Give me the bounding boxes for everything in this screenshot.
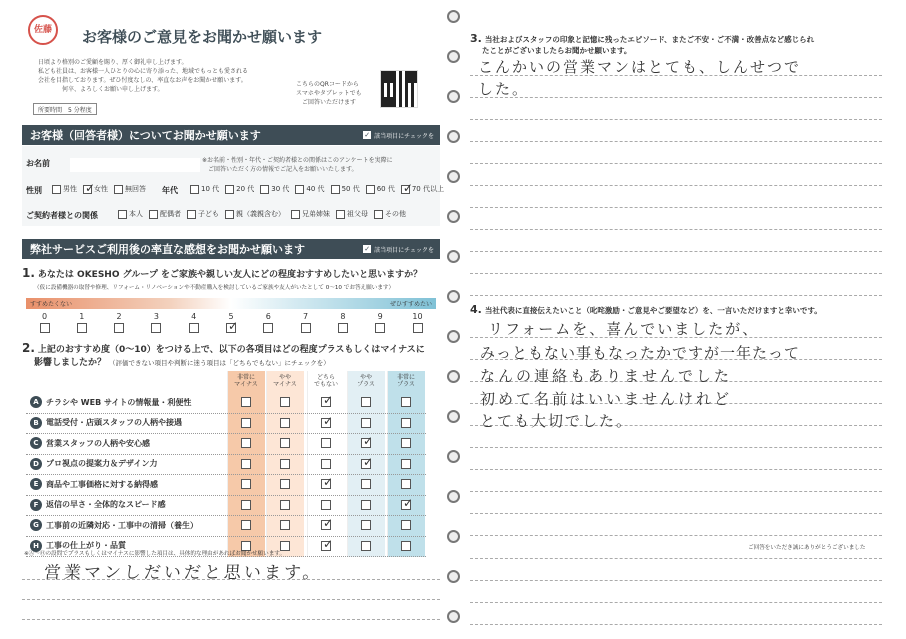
rating-row — [30, 417, 182, 429]
q1-note: （仮に設備機器の取替や修理、リフォーム・リノベーションや不動産購入を検討しているご家族や友人がいたとして 0～10 でお答え願います） — [34, 285, 395, 291]
checkbox-checked[interactable] — [321, 536, 334, 551]
checkbox[interactable] — [280, 479, 290, 489]
qr-line: こちらのQRコードから — [296, 81, 359, 88]
qr-line: スマホやタブレットでも — [296, 90, 362, 97]
checkbox[interactable] — [401, 520, 411, 530]
checkbox[interactable] — [413, 323, 423, 333]
q1-number: 1. — [22, 266, 35, 280]
age-option[interactable]: ✓ 70 代以上 — [402, 180, 444, 195]
checkbox[interactable] — [241, 500, 251, 510]
checkbox-checked[interactable] — [361, 434, 374, 448]
checkbox[interactable] — [361, 541, 371, 551]
answer-line — [470, 119, 882, 120]
note-line: ご回答いただく方の情報でご記入をお願いいたします。 — [208, 166, 358, 173]
rating-row — [30, 499, 166, 511]
scale-option[interactable] — [399, 312, 436, 333]
check-hint — [363, 245, 440, 254]
q4-handwritten-line[interactable]: リフォームを、喜んでいましたが、 — [488, 320, 760, 338]
age-label: 年代 — [162, 186, 178, 195]
check-mark: ✓ — [85, 180, 96, 195]
scale-option[interactable] — [213, 312, 250, 333]
answer-line — [470, 558, 882, 559]
checkbox[interactable] — [361, 500, 371, 510]
scale-number: 5 — [228, 312, 234, 321]
checkbox[interactable] — [225, 210, 234, 219]
row-key-badge: D — [30, 458, 42, 470]
checkbox-icon: ✓ — [364, 131, 371, 139]
checkbox[interactable] — [295, 185, 304, 194]
checkbox-icon: ✓ — [364, 245, 371, 253]
row-label: プロ視点の提案力＆デザイン力 — [46, 459, 158, 468]
checkbox[interactable] — [190, 185, 199, 194]
q3-handwritten-line[interactable]: こんかいの営業マンはとても、しんせつで — [478, 58, 802, 76]
q2-title — [22, 341, 425, 355]
intro-line: 私ども社員は、お客様一人ひとりの心に寄り添った、地域でもっとも愛される — [38, 68, 249, 75]
checkbox[interactable] — [401, 459, 411, 469]
checkbox[interactable] — [291, 210, 300, 219]
answer-line — [470, 491, 882, 492]
q4-handwritten-line[interactable]: みっともない事もなったかですが一年たって — [480, 344, 801, 362]
age-option[interactable]: 60 代 — [366, 184, 395, 194]
answer-line — [470, 273, 882, 274]
relation-option[interactable]: その他 — [374, 209, 406, 219]
q4-handwritten-line[interactable]: とても大切でした。 — [480, 412, 634, 430]
row-key-badge: E — [30, 478, 42, 490]
q2-footnote: ※Ⓐ～Ⓗの設問でプラスもしくはマイナスに影響した項目は、具体的な理由があればお聞かせ願います。 — [24, 551, 286, 557]
checkbox[interactable] — [280, 418, 290, 428]
checkbox-checked[interactable] — [401, 495, 414, 510]
answer-line — [470, 229, 882, 230]
intro-line: 会社を目指しております。ぜひ忖度なしの、率直なお声をお聞かせ願います。 — [38, 77, 247, 84]
answer-line — [22, 599, 440, 600]
rating-row — [30, 519, 198, 531]
row-label: チラシや WEB サイトの情報量・利便性 — [46, 397, 192, 407]
answer-line — [470, 513, 882, 514]
rating-row — [30, 396, 191, 408]
q3-text: 当社およびスタッフの印象と記憶に残ったエピソード、またご不安・ご不満・改善点など感じられ — [484, 35, 815, 44]
name-note — [202, 156, 393, 174]
row-divider — [26, 536, 426, 537]
row-key-badge: F — [30, 499, 42, 511]
checkbox[interactable] — [280, 459, 290, 469]
checkbox[interactable] — [374, 210, 383, 219]
answer-line — [22, 619, 440, 620]
q4-title — [470, 303, 822, 316]
checkbox[interactable] — [187, 210, 196, 219]
checkbox[interactable] — [151, 323, 161, 333]
q2-note: （評価できない項目や判断に迷う項目は「どちらでもない」にチェックを） — [109, 359, 330, 367]
row-key-badge: G — [30, 519, 42, 531]
checkbox[interactable] — [361, 479, 371, 489]
answer-line — [470, 580, 882, 581]
checkbox[interactable] — [361, 520, 371, 530]
q4-number: 4. — [470, 303, 482, 316]
row-key-badge: H — [30, 540, 42, 552]
age-option[interactable]: 20 代 — [225, 184, 254, 194]
answer-line — [470, 602, 882, 603]
scale-number: 7 — [303, 312, 309, 321]
answer-line — [470, 447, 882, 448]
hint-text: 該当項目にチェックを — [374, 246, 434, 254]
scale-number: 1 — [79, 312, 85, 321]
column-header: どちら でもない — [313, 374, 338, 388]
intro-line: 何卒、よろしくお願い申し上げます。 — [62, 86, 164, 93]
relation-option[interactable]: 親（義親含む） — [225, 209, 285, 219]
relation-option[interactable]: 兄弟姉妹 — [291, 209, 330, 219]
scale-number: 3 — [153, 312, 159, 321]
answer-line — [470, 535, 882, 536]
checkbox[interactable] — [366, 185, 375, 194]
q2-text2: 影響しましたか？ — [34, 358, 107, 368]
scale-option[interactable] — [362, 312, 399, 333]
answer-line — [470, 97, 882, 98]
q3-title — [470, 33, 814, 56]
column-header: 非常に プラス — [396, 374, 415, 388]
row-key-badge: C — [30, 437, 42, 449]
scale-option[interactable] — [26, 312, 63, 333]
q2-handwritten-answer[interactable]: 営業マンしだいだと思います。 — [43, 563, 324, 583]
relation-option[interactable]: 子ども — [187, 209, 219, 219]
check-mark: ✓ — [323, 413, 334, 428]
row-divider — [26, 413, 426, 414]
q2-number: 2. — [22, 341, 35, 355]
check-hint — [363, 131, 440, 140]
checkbox[interactable] — [149, 210, 158, 219]
checkbox[interactable] — [241, 397, 251, 407]
gender-option[interactable]: ✓ 女性 — [85, 180, 108, 195]
qr-text — [296, 80, 362, 107]
column-header: やや マイナス — [273, 374, 297, 388]
column-header: 非常に マイナス — [234, 374, 258, 388]
answer-line — [470, 295, 882, 296]
name-field[interactable] — [70, 158, 200, 172]
intro-line: 日頃より格別のご愛顧を賜り、厚く御礼申し上げます。 — [38, 59, 188, 66]
q4-handwritten-line[interactable]: なんの連絡もありませんでした — [480, 367, 733, 385]
row-label: 営業スタッフの人柄や安心感 — [46, 438, 150, 448]
checkbox[interactable] — [280, 438, 290, 448]
relation-option[interactable]: 配偶者 — [149, 209, 181, 219]
relation-label: ご契約者様との関係 — [26, 211, 98, 220]
scale-number: 2 — [116, 312, 122, 321]
qr-code-icon[interactable] — [380, 70, 418, 108]
row-divider — [26, 474, 426, 475]
checkbox[interactable] — [241, 520, 251, 530]
checkbox[interactable] — [263, 323, 273, 333]
checkbox[interactable] — [401, 541, 411, 551]
scale-number: 0 — [41, 312, 48, 321]
q1-text: あなたは OKESHO グループ をご家族や親しい友人にどの程度おすすめしたいと思いますか？ — [37, 270, 423, 280]
answer-line — [470, 207, 882, 208]
scale-number: 9 — [377, 312, 383, 321]
checkbox[interactable] — [280, 520, 290, 530]
check-mark: ✓ — [228, 319, 239, 333]
q3-text2: たことがございましたらお聞かせ願います。 — [482, 46, 632, 55]
check-mark: ✓ — [363, 434, 374, 448]
row-label: 工事前の近隣対応・工事中の清掃（養生） — [46, 520, 198, 530]
checkbox[interactable] — [301, 323, 311, 333]
answer-line — [470, 185, 882, 186]
scale-option[interactable] — [101, 312, 138, 333]
rating-row — [30, 478, 158, 490]
checkbox[interactable] — [375, 323, 385, 333]
answer-line — [470, 163, 882, 164]
check-mark: ✓ — [323, 475, 334, 489]
page-title: お客様のご意見をお聞かせ願います — [82, 28, 323, 46]
q4-text: 当社代表に直接伝えたいこと（叱咤激励・ご意見やご要望など）を、一言いただけますと幸いです。 — [484, 306, 822, 315]
row-label: 商品や工事価格に対する納得感 — [46, 479, 158, 489]
row-key-badge: B — [30, 417, 42, 429]
checkbox[interactable] — [241, 479, 251, 489]
thanks-text: ご回答をいただき誠にありがとうございました — [748, 545, 866, 551]
section2-title: 弊社サービスご利用後の率直な感想をお聞かせ願います — [30, 243, 305, 256]
time-box — [33, 103, 97, 115]
q1-title — [22, 266, 422, 280]
section1-title: お客様（回答者様）についてお聞かせ願います — [30, 129, 261, 142]
check-mark: ✓ — [402, 180, 413, 195]
row-label: 電話受付・店頭スタッフの人柄や接遇 — [46, 418, 182, 427]
gender-option[interactable]: 無回答 — [114, 184, 146, 194]
scale-high-label: ぜひすすめたい — [389, 301, 432, 308]
qr-line: ご回答いただけます — [302, 99, 357, 106]
intro-text — [38, 58, 298, 94]
checkbox[interactable] — [52, 185, 61, 194]
relation-options — [118, 209, 412, 219]
checkbox-checked[interactable] — [321, 475, 334, 489]
answer-line — [470, 469, 882, 470]
name-label: お名前 — [26, 159, 50, 168]
age-option[interactable]: 30 代 — [260, 184, 289, 194]
q3-number: 3. — [470, 32, 482, 45]
checkbox-checked[interactable] — [321, 516, 334, 530]
section2-header — [22, 239, 440, 259]
checkbox[interactable] — [114, 323, 124, 333]
note-line: ※お名前・性別・年代・ご契約者様との関係はこのアンケートを実際に — [202, 157, 393, 164]
time-label: 所要時間 — [38, 106, 63, 114]
checkbox[interactable] — [321, 459, 331, 469]
checkbox[interactable] — [118, 210, 127, 219]
checkbox[interactable] — [40, 323, 50, 333]
checkbox[interactable] — [321, 500, 331, 510]
checkbox-checked[interactable] — [83, 180, 96, 195]
scale-low-label: すすめたくない — [30, 301, 73, 308]
checkbox-checked[interactable] — [321, 393, 334, 407]
scale-option[interactable] — [138, 312, 175, 333]
check-mark: ✓ — [323, 393, 334, 407]
check-mark: ✓ — [363, 454, 374, 469]
column-header: やや プラス — [357, 374, 375, 388]
scale-option[interactable] — [63, 312, 100, 333]
checkbox[interactable] — [331, 185, 340, 194]
age-option[interactable]: 10 代 — [190, 184, 219, 194]
row-key-badge: A — [30, 396, 42, 408]
age-options — [190, 180, 450, 195]
scale-option[interactable] — [287, 312, 324, 333]
checkbox-checked[interactable] — [321, 413, 334, 428]
answer-line — [470, 141, 882, 142]
relation-option[interactable]: 本人 — [118, 209, 143, 219]
scale-number: 10 — [412, 312, 423, 321]
checkbox[interactable] — [241, 459, 251, 469]
checkbox[interactable] — [401, 479, 411, 489]
checkbox-checked[interactable] — [361, 454, 374, 469]
checkbox[interactable] — [225, 185, 234, 194]
age-option[interactable]: 50 代 — [331, 184, 360, 194]
answer-line — [470, 624, 882, 625]
q2-text: 上記のおすすめ度（0～10）をつける上で、以下の各項目はどの程度プラスもしくはマイナスに — [37, 345, 425, 355]
relation-option[interactable]: 祖父母 — [336, 209, 368, 219]
checkbox[interactable] — [361, 418, 371, 428]
checkbox[interactable] — [241, 418, 251, 428]
scale-number: 4 — [191, 312, 197, 321]
gender-options — [52, 180, 152, 195]
company-stamp: 佐藤 — [28, 15, 58, 45]
scale-option[interactable] — [175, 312, 212, 333]
gender-label: 性別 — [26, 186, 42, 195]
checkbox[interactable] — [338, 323, 348, 333]
checkbox[interactable] — [361, 397, 371, 407]
row-divider — [26, 495, 426, 496]
rating-row — [30, 437, 150, 449]
rating-row — [30, 458, 157, 470]
scale-option[interactable] — [250, 312, 287, 333]
checkbox[interactable] — [280, 397, 290, 407]
row-divider — [26, 515, 426, 516]
section1-header — [22, 125, 440, 145]
checkbox-checked[interactable] — [226, 319, 239, 333]
row-label: 返信の早さ・全体的なスピード感 — [46, 500, 166, 509]
check-mark: ✓ — [323, 536, 334, 551]
age-option[interactable]: 40 代 — [295, 184, 324, 194]
check-mark: ✓ — [323, 516, 334, 530]
answer-line — [470, 251, 882, 252]
checkbox-checked[interactable] — [401, 180, 413, 195]
checkbox[interactable] — [401, 418, 411, 428]
row-label: 工事の仕上がり・品質 — [46, 541, 126, 550]
q4-handwritten-line[interactable]: 初めて名前はいいませんけれど — [480, 390, 733, 408]
checkbox[interactable] — [401, 397, 411, 407]
checkbox[interactable] — [280, 500, 290, 510]
gender-option[interactable]: 男性 — [52, 184, 77, 194]
q2-title-line2 — [34, 355, 330, 368]
checkbox[interactable] — [189, 323, 199, 333]
hint-text: 該当項目にチェックを — [374, 132, 434, 140]
q3-handwritten-line[interactable]: した。 — [478, 80, 530, 98]
checkbox[interactable] — [77, 323, 87, 333]
checkbox[interactable] — [241, 438, 251, 448]
checkbox[interactable] — [336, 210, 345, 219]
scale-header — [26, 298, 436, 309]
checkbox[interactable] — [260, 185, 269, 194]
checkbox[interactable] — [401, 438, 411, 448]
check-mark: ✓ — [403, 495, 414, 510]
scale-number: 8 — [340, 312, 346, 321]
checkbox[interactable] — [321, 438, 331, 448]
checkbox[interactable] — [114, 185, 123, 194]
scale-number: 6 — [265, 312, 271, 321]
scale-option[interactable] — [324, 312, 361, 333]
time-value: 5 分程度 — [68, 106, 92, 114]
